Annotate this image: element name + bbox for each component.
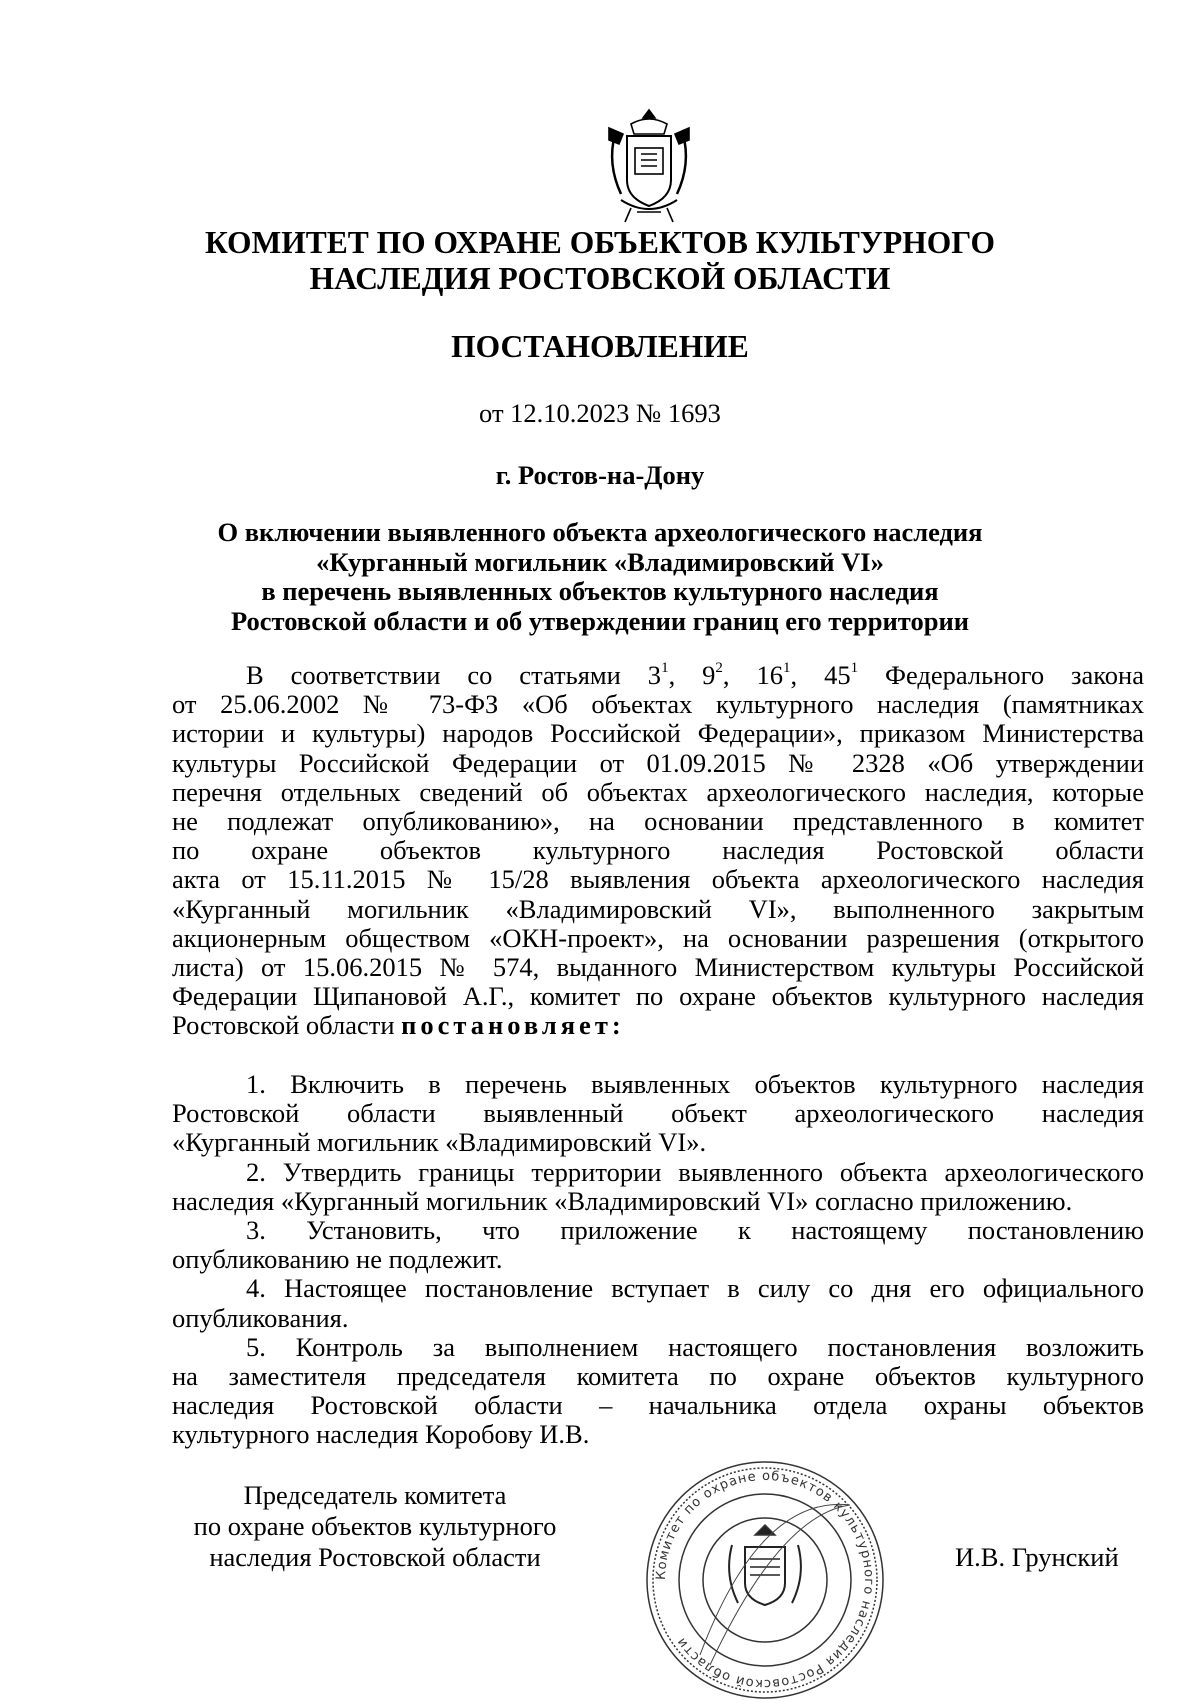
item-5-line: на заместителя председателя комитета по охране объектов культурного <box>172 1361 1144 1392</box>
resolution-items <box>172 1070 1144 1450</box>
item-1-line: 1. Включить в перечень выявленных объектов культурного наследия <box>246 1069 1144 1099</box>
signatory-title <box>170 1480 580 1573</box>
organization-name <box>120 225 1080 297</box>
preamble-line: Федерации Щипановой А.Г., комитет по охране объектов культурного наследия <box>172 981 1144 1012</box>
subject-line-1: О включении выявленного объекта археологического наследия <box>217 517 983 547</box>
signatory-title-line: по охране объектов культурного <box>193 1511 557 1541</box>
item-3-line: 3. Установить, что приложение к настоящему постановлению <box>246 1215 1144 1246</box>
coat-of-arms-icon <box>601 104 697 226</box>
svg-text:Комитет по охране объектов кул <box>654 1469 876 1691</box>
official-seal-icon <box>640 1455 890 1705</box>
document-city: г. Ростов-на-Дону <box>495 460 705 490</box>
org-line-2: НАСЛЕДИЯ РОСТОВСКОЙ ОБЛАСТИ <box>309 261 891 296</box>
item-1-line: «Курганный могильник «Владимировский VI». <box>172 1127 707 1158</box>
preamble-paragraph <box>172 661 1144 1041</box>
item-5-line: культурного наследия Коробову И.В. <box>172 1419 590 1450</box>
preamble-line: Ростовской области постановляет: <box>172 1010 625 1041</box>
document-type: ПОСТАНОВЛЕНИЕ <box>451 329 749 364</box>
preamble-line: культуры Российской Федерации от 01.09.2015 № 2328 «Об утверждении <box>172 747 1144 778</box>
preamble-line: акта от 15.11.2015 № 15/28 выявления объекта археологического наследия <box>172 864 1144 895</box>
seal-text: Комитет по охране объектов культурного наследия Ростовской области <box>653 1468 877 1692</box>
signatory-title-line: Председатель комитета <box>243 1480 507 1510</box>
item-4-line: опубликования. <box>172 1302 349 1333</box>
subject-line-2: «Курганный могильник «Владимировский VI» <box>316 546 884 577</box>
preamble-line: перечня отдельных сведений об объектах археологического наследия, которые <box>172 776 1144 807</box>
item-2-line: 2. Утвердить границы территории выявленного объекта археологического <box>246 1156 1144 1187</box>
signatory-name: И.В. Грунский <box>955 1542 1119 1572</box>
item-5-line: наследия Ростовской области – начальника отдела охраны объектов <box>172 1390 1144 1421</box>
preamble-line: листа) от 15.06.2015 № 574, выданного Министерством культуры Российской <box>172 952 1144 983</box>
preamble-line: «Курганный могильник «Владимировский VI», выполненного закрытым <box>172 893 1144 924</box>
preamble-line: В соответствии со статьями $3^1$, $9^2$, $16^1$, $45^1$ Федерального закона <box>246 660 1145 690</box>
item-1-line: Ростовской области выявленный объект археологического наследия <box>172 1098 1144 1129</box>
item-5-line: 5. Контроль за выполнением настоящего постановления возложить <box>246 1331 1144 1362</box>
document-date-number: от 12.10.2023 № 1693 <box>479 398 721 428</box>
preamble-line: по охране объектов культурного наследия Ростовской области <box>172 835 1144 866</box>
item-2-line: наследия «Курганный могильник «Владимировский VI» согласно приложению. <box>172 1185 1073 1216</box>
subject-line-3: в перечень выявленных объектов культурного наследия <box>261 576 939 606</box>
document-subject <box>150 518 1050 636</box>
resolves-keyword: постановляет: <box>401 1010 625 1041</box>
preamble-line: истории и культуры) народов Российской Федерации», приказом Министерства <box>172 718 1144 749</box>
subject-line-4: Ростовской области и об утверждении границ его территории <box>231 605 969 636</box>
preamble-line: от 25.06.2002 № 73-ФЗ «Об объектах культурного наследия (памятниках <box>172 689 1144 720</box>
signatory-title-line: наследия Ростовской области <box>209 1542 541 1572</box>
item-4-line: 4. Настоящее постановление вступает в силу со дня его официального <box>246 1273 1144 1304</box>
preamble-line: акционерным обществом «ОКН-проект», на основании разрешения (открытого <box>172 922 1144 953</box>
item-3-line: опубликованию не подлежит. <box>172 1244 503 1275</box>
preamble-line: не подлежат опубликованию», на основании представленного в комитет <box>172 806 1144 837</box>
org-line-1: КОМИТЕТ ПО ОХРАНЕ ОБЪЕКТОВ КУЛЬТУРНОГО <box>204 225 995 260</box>
